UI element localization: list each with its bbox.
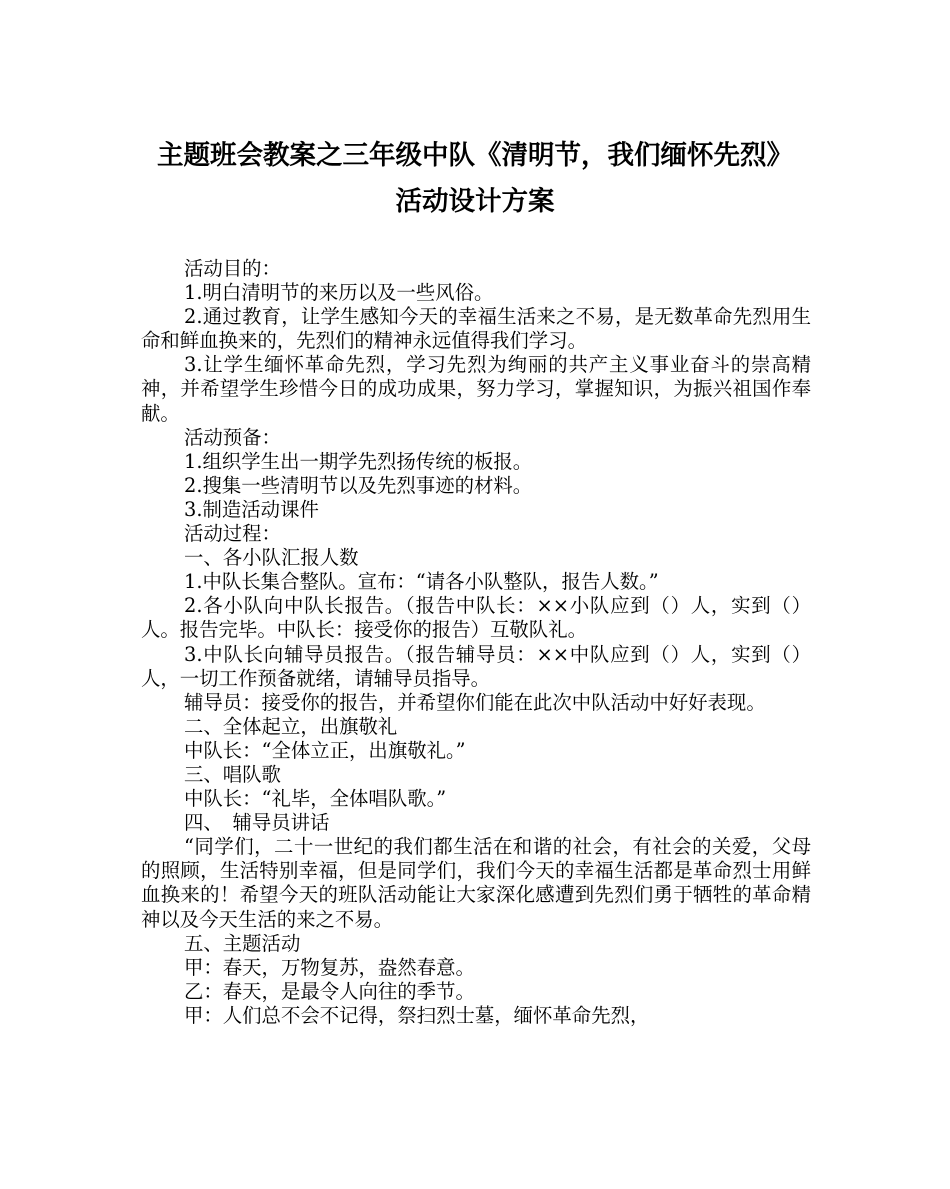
section-heading-5: 五、主题活动 [184,931,301,955]
heading-activity-preparation: 活动预备： [184,425,281,449]
heading-activity-purpose: 活动目的： [184,257,281,280]
section-heading-2: 二、全体起立，出旗敬礼 [184,714,398,738]
document-body [141,257,811,1028]
section-heading-3: 三、唱队歌 [184,762,281,786]
process-item-2: 2.各小队向中队长报告。（报告中队长：××小队应到（）人，实到（）人。报告完毕。中队长：接受你的报告）互敬队礼。 [141,594,811,642]
leader-line-song: 中队长：“礼毕，全体唱队歌。” [184,787,447,811]
counselor-reply: 辅导员：接受你的报告，并希望你们能在此次中队活动中好好表现。 [184,690,766,714]
process-item-1: 1.中队长集合整队。宣布：“请各小队整队，报告人数。” [184,570,659,594]
leader-line-flag: 中队长：“全体立正，出旗敬礼。” [184,738,466,762]
purpose-item-2: 2.通过教育，让学生感知今天的幸福生活来之不易，是无数革命先烈用生命和鲜血换来的，先烈们的精神永远值得我们学习。 [141,305,811,353]
process-item-3: 3.中队长向辅导员报告。（报告辅导员：××中队应到（）人，实到（）人，一切工作预备就绪，请辅导员指导。 [141,642,811,690]
dialogue-line-1: 甲：春天，万物复苏，盎然春意。 [184,955,475,979]
preparation-item-2: 2.搜集一些清明节以及先烈事迹的材料。 [184,473,533,497]
purpose-item-3: 3.让学生缅怀革命先烈，学习先烈为绚丽的共产主义事业奋斗的崇高精神，并希望学生珍惜今日的成功成果，努力学习，掌握知识，为振兴祖国作奉献。 [141,353,811,425]
dialogue-line-3: 甲：人们总不会不记得，祭扫烈士墓，缅怀革命先烈， [184,1003,650,1027]
preparation-item-1: 1.组织学生出一期学先烈扬传统的板报。 [184,449,533,473]
document-title-line-1: 主题班会教案之三年级中队《清明节，我们缅怀先烈》 [157,140,793,171]
purpose-item-1: 1.明白清明节的来历以及一些风俗。 [184,281,494,305]
section-heading-4: 四、 辅导员讲话 [184,811,330,835]
document-title-line-2: 活动设计方案 [395,186,555,217]
section-heading-1: 一、各小队汇报人数 [184,546,359,570]
preparation-item-3: 3.制造活动课件 [184,497,319,521]
dialogue-line-2: 乙：春天，是最令人向往的季节。 [184,979,475,1003]
counselor-speech: “同学们，二十一世纪的我们都生活在和谐的社会，有社会的关爱，父母的照顾，生活特别幸福，但是同学们，我们今天的幸福生活都是革命烈士用鲜血换来的！希望今天的班队活动能让大家深化感遭到先烈们勇于牺牲的革命精神以及今天生活的来之不易。 [141,835,811,931]
heading-activity-process: 活动过程： [184,522,281,546]
